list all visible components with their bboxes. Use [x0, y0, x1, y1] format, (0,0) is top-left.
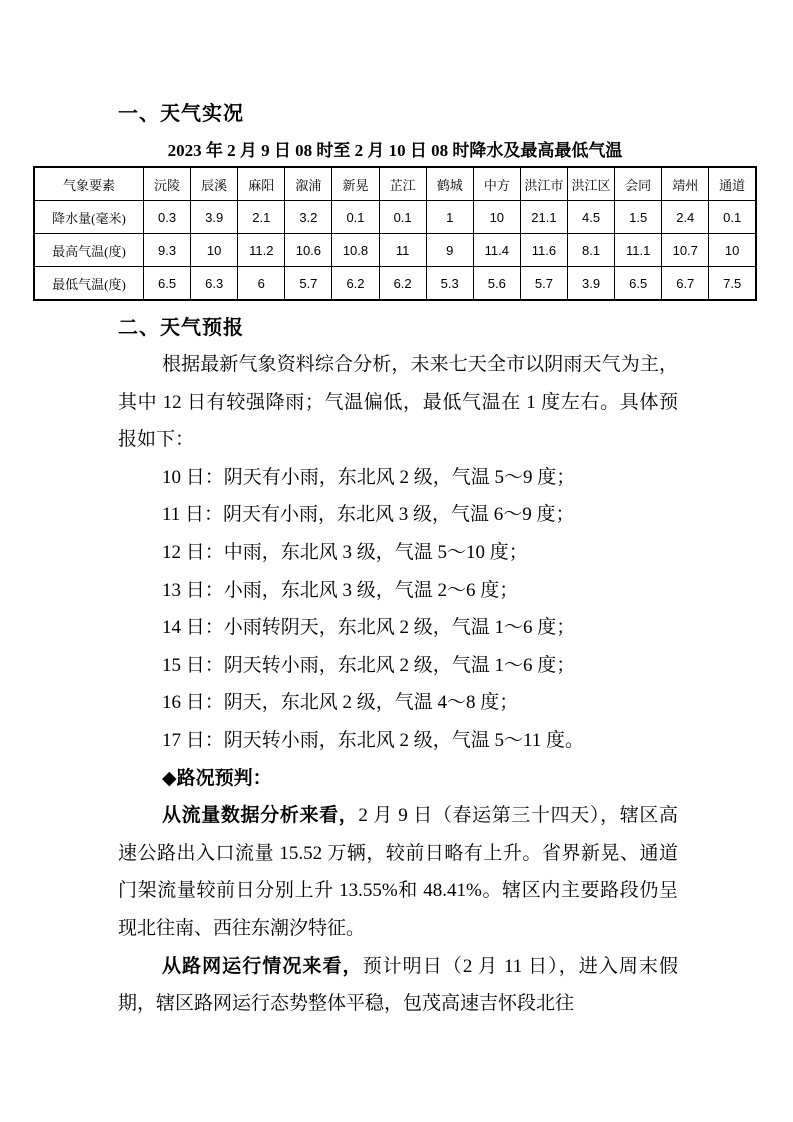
table-column-header: 中方 — [473, 167, 520, 201]
table-cell: 10 — [191, 234, 238, 267]
road-para1-lead: 从流量数据分析来看， — [162, 805, 359, 827]
road-para2-text: 预计明日（2 月 11 日），进入周末假期，辖区路网运行态势整体平稳，包茂高速吉怀段北往 — [118, 955, 678, 1015]
document-body — [118, 346, 678, 1023]
table-column-header: 辰溪 — [191, 167, 238, 201]
table-cell: 6 — [238, 267, 285, 301]
table-cell: 5.6 — [473, 267, 520, 301]
table-column-header: 靖州 — [662, 167, 709, 201]
road-conditions-heading-text: 路况预判： — [176, 767, 272, 789]
table-cell: 3.2 — [285, 201, 332, 234]
table-cell: 0.3 — [144, 201, 191, 234]
road-para1-text: 2 月 9 日（春运第三十四天），辖区高速公路出入口流量 15.52 万辆，较前日略有上升。省界新晃、通道门架流量较前日分别上升 13.55%和 48.41%。辖区内主要路段仍呈现北往南、西往东潮汐特征。 — [118, 805, 678, 939]
forecast-line: 10 日：阴天有小雨，东北风 2 级，气温 5～9 度； — [162, 466, 576, 488]
weather-table-title: 2023 年 2 月 9 日 08 时至 2 月 10 日 08 时降水及最高最低气温 — [167, 141, 623, 160]
table-cell: 6.5 — [615, 267, 662, 301]
table-cell: 0.1 — [379, 201, 426, 234]
forecast-line: 13 日：小雨，东北风 3 级，气温 2～6 度； — [162, 579, 519, 601]
table-cell: 8.1 — [567, 234, 614, 267]
table-cell: 2.4 — [662, 201, 709, 234]
table-cell: 10.7 — [662, 234, 709, 267]
table-cell: 11.6 — [520, 234, 567, 267]
table-column-header: 溆浦 — [285, 167, 332, 201]
table-row-label: 降水量(毫米) — [34, 201, 144, 234]
table-cell: 6.3 — [191, 267, 238, 301]
forecast-line: 14 日：小雨转阴天，东北风 2 级，气温 1～6 度； — [162, 617, 576, 639]
table-cell: 5.7 — [285, 267, 332, 301]
table-column-header: 新晃 — [332, 167, 379, 201]
forecast-line: 12 日：中雨，东北风 3 级，气温 5～10 度； — [162, 541, 528, 563]
table-cell: 10.8 — [332, 234, 379, 267]
table-cell: 6.2 — [379, 267, 426, 301]
table-cell: 0.1 — [332, 201, 379, 234]
table-cell: 1.5 — [615, 201, 662, 234]
table-column-header: 通道 — [709, 167, 756, 201]
table-column-header: 沅陵 — [144, 167, 191, 201]
weather-table — [33, 166, 757, 301]
table-cell: 9 — [426, 234, 473, 267]
table-cell: 4.5 — [567, 201, 614, 234]
table-header-row — [34, 167, 756, 201]
table-cell: 5.7 — [520, 267, 567, 301]
road-para2-lead: 从路网运行情况来看， — [162, 955, 363, 977]
section1-heading: 一、天气实况 — [118, 103, 244, 125]
table-cell: 3.9 — [191, 201, 238, 234]
table-row — [34, 267, 756, 301]
forecast-line: 16 日：阴天，东北风 2 级，气温 4～8 度； — [162, 692, 519, 714]
forecast-line: 11 日：阴天有小雨，东北风 3 级，气温 6～9 度； — [162, 504, 575, 526]
forecast-list — [118, 459, 678, 760]
forecast-line: 17 日：阴天转小雨，东北风 2 级，气温 5～11 度。 — [162, 729, 585, 751]
table-column-header: 洪江区 — [567, 167, 614, 201]
table-cell: 9.3 — [144, 234, 191, 267]
table-column-header: 芷江 — [379, 167, 426, 201]
table-corner-header: 气象要素 — [34, 167, 144, 201]
forecast-line: 15 日：阴天转小雨，东北风 2 级，气温 1～6 度； — [162, 654, 576, 676]
table-column-header: 鹤城 — [426, 167, 473, 201]
table-cell: 11.2 — [238, 234, 285, 267]
table-cell: 5.3 — [426, 267, 473, 301]
road-conditions-heading — [118, 760, 678, 798]
table-row — [34, 201, 756, 234]
table-cell: 11.1 — [615, 234, 662, 267]
table-cell: 7.5 — [709, 267, 756, 301]
table-cell: 6.7 — [662, 267, 709, 301]
forecast-intro-paragraph: 根据最新气象资料综合分析，未来七天全市以阴雨天气为主，其中 12 日有较强降雨；气温偏低，最低气温在 1 度左右。具体预报如下： — [118, 354, 678, 451]
road-paragraph-network-status — [118, 948, 678, 1023]
table-cell: 6.5 — [144, 267, 191, 301]
table-cell: 21.1 — [520, 201, 567, 234]
table-cell: 11.4 — [473, 234, 520, 267]
table-row-label: 最低气温(度) — [34, 267, 144, 301]
table-column-header: 麻阳 — [238, 167, 285, 201]
table-cell: 2.1 — [238, 201, 285, 234]
table-cell: 10 — [709, 234, 756, 267]
table-body — [34, 201, 756, 301]
table-cell: 6.2 — [332, 267, 379, 301]
section2-heading: 二、天气预报 — [118, 317, 244, 339]
table-cell: 11 — [379, 234, 426, 267]
table-row — [34, 234, 756, 267]
table-row-label: 最高气温(度) — [34, 234, 144, 267]
table-cell: 10.6 — [285, 234, 332, 267]
table-cell: 0.1 — [709, 201, 756, 234]
diamond-bullet-icon: ◆ — [162, 767, 177, 789]
road-paragraph-traffic-volume — [118, 797, 678, 947]
table-cell: 10 — [473, 201, 520, 234]
table-column-header: 洪江市 — [520, 167, 567, 201]
table-column-header: 会同 — [615, 167, 662, 201]
table-cell: 3.9 — [567, 267, 614, 301]
table-cell: 1 — [426, 201, 473, 234]
